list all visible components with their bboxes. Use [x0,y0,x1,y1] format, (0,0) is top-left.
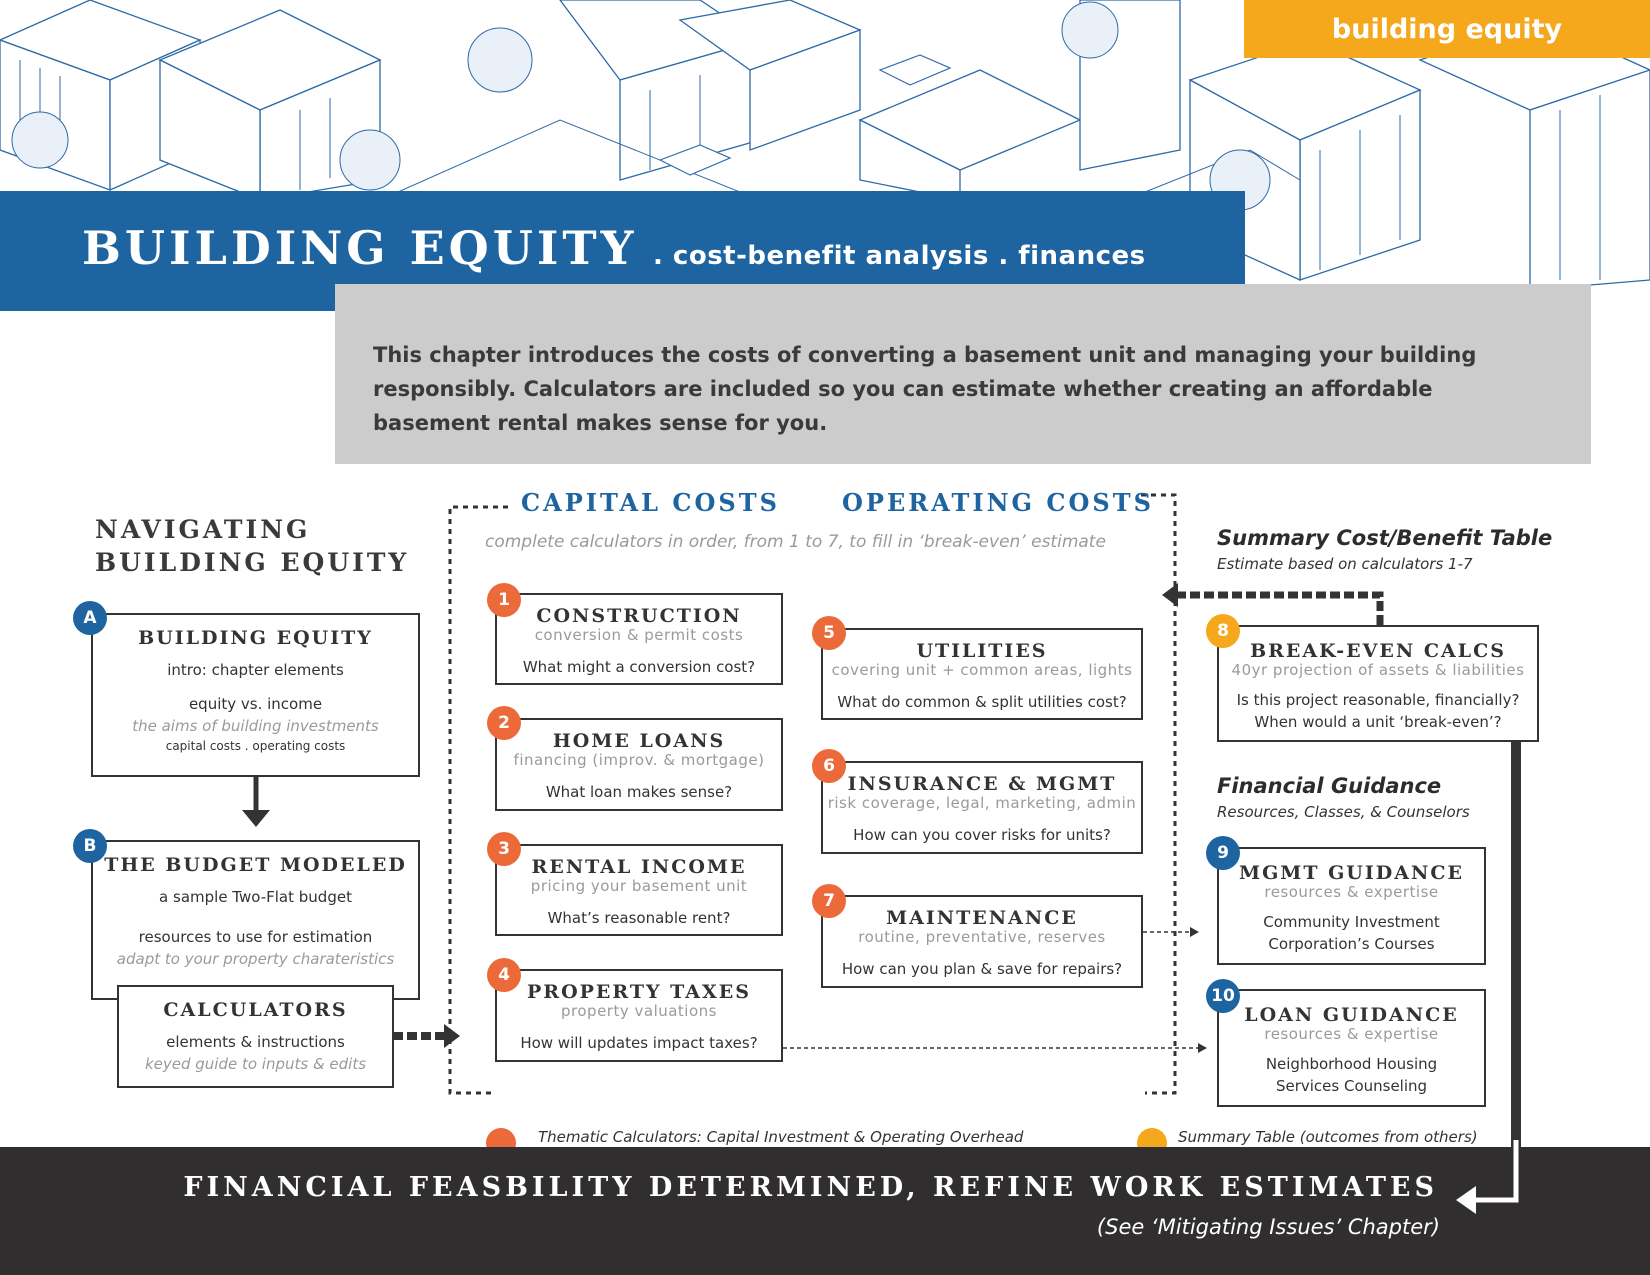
badge-break-even: 8 [1206,614,1240,648]
box-loan-guidance[interactable] [1217,989,1486,1107]
box-b-title: THE BUDGET MODELED [104,854,407,876]
footer-title: FINANCIAL FEASBILITY DETERMINED, REFINE WORK ESTIMATES [183,1172,1438,1203]
intro-text: This chapter introduces the costs of converting a basement unit and managing your building responsibly. Calculators are included so you can estimate whether creating an affordable basement rental makes sense for you. [373,343,1477,435]
box-budget-modeled[interactable] [91,840,420,1000]
break-even-q1: Is this project reasonable, financially? [1236,691,1520,709]
loan-guidance-line2: Services Counseling [1275,1077,1428,1095]
page-subtitle: . cost-benefit analysis . finances [653,241,1146,271]
badge-loan-guidance: 10 [1206,979,1240,1013]
arrow-maint-to-mgmt-head [1190,927,1199,937]
arrow-taxes-to-loan-head [1198,1043,1207,1053]
calc-1-sub: conversion & permit costs [534,626,744,644]
badge-calc-4: 4 [487,958,521,992]
columns-frame-right [1141,495,1175,1093]
loan-guidance-title: LOAN GUIDANCE [1244,1004,1459,1026]
navigating-title-line1: NAVIGATING [95,515,311,544]
box-a-line3: the aims of building investments [132,717,379,735]
badge-mgmt-guidance: 9 [1206,836,1240,870]
calc-4-sub: property valuations [561,1002,717,1020]
columns-instruction: complete calculators in order, from 1 to 7, to fill in ‘break-even’ estimate [485,532,1106,552]
mgmt-guidance-line2: Corporation’s Courses [1268,935,1435,953]
calc-2-title: HOME LOANS [552,730,726,752]
badge-a: A [73,601,107,635]
badge-b: B [73,829,107,863]
guidance-heading: Financial Guidance [1217,774,1442,798]
calc-insurance-mgmt[interactable] [821,761,1143,854]
legend-thematic-text: Thematic Calculators: Capital Investment & Operating Overhead [538,1128,1024,1146]
box-break-even[interactable] [1217,625,1539,742]
mgmt-guidance-title: MGMT GUIDANCE [1239,862,1464,884]
calc-7-question: How can you plan & save for repairs? [841,960,1123,978]
calc-6-sub: risk coverage, legal, marketing, admin [827,794,1137,812]
box-b-line1: a sample Two-Flat budget [159,888,352,906]
calc-3-question: What’s reasonable rent? [547,909,731,927]
calc-3-sub: pricing your basement unit [530,877,748,895]
break-even-q2: When would a unit ‘break-even’? [1254,713,1502,731]
box-b-line3: adapt to your property charateristics [116,950,395,968]
summary-heading: Summary Cost/Benefit Table [1217,526,1553,550]
mgmt-guidance-sub: resources & expertise [1264,883,1439,901]
box-calc-line2: keyed guide to inputs & edits [144,1055,367,1073]
box-b-line2: resources to use for estimation [138,928,373,946]
box-calc-title: CALCULATORS [163,999,348,1021]
calc-1-question: What might a conversion cost? [522,658,756,676]
arrow-summary-feed-head [1162,583,1178,607]
legend-summary-text: Summary Table (outcomes from others) [1178,1128,1478,1146]
box-calculators[interactable] [117,985,394,1088]
box-mgmt-guidance[interactable] [1217,847,1486,965]
box-a-line2: equity vs. income [188,695,323,713]
page-title: BUILDING EQUITY [82,221,638,275]
footer-note: (See ‘Mitigating Issues’ Chapter) [1096,1215,1440,1239]
calc-6-question: How can you cover risks for units? [853,826,1111,844]
badge-calc-2: 2 [487,706,521,740]
operating-costs-heading: OPERATING COSTS [842,488,1154,517]
guidance-subheading: Resources, Classes, & Counselors [1217,803,1470,821]
arrow-calc-to-columns-head [444,1024,460,1048]
box-a-title: BUILDING EQUITY [138,627,373,649]
calc-4-title: PROPERTY TAXES [527,981,751,1003]
break-even-sub: 40yr projection of assets & liabilities [1231,661,1525,679]
loan-guidance-line1: Neighborhood Housing [1265,1055,1438,1073]
calc-maintenance[interactable] [821,895,1143,988]
calc-5-question: What do common & split utilities cost? [837,693,1127,711]
navigating-title-line2: BUILDING EQUITY [95,548,410,577]
chapter-tag: building equity [1244,0,1650,58]
box-a-line4: capital costs . operating costs [165,739,346,753]
calc-5-title: UTILITIES [916,640,1048,662]
calc-5-sub: covering unit + common areas, lights [831,661,1133,679]
footer-band [0,1147,1650,1275]
calc-property-taxes[interactable] [495,969,783,1062]
badge-calc-5: 5 [812,616,846,650]
calc-7-sub: routine, preventative, reserves [858,928,1106,946]
calc-1-title: CONSTRUCTION [536,605,742,627]
badge-calc-1: 1 [487,583,521,617]
box-a-line1: intro: chapter elements [167,661,344,679]
calc-home-loans[interactable] [495,718,783,811]
badge-calc-7: 7 [812,884,846,918]
calc-6-title: INSURANCE & MGMT [847,773,1117,795]
calc-2-question: What loan makes sense? [545,783,733,801]
loan-guidance-sub: resources & expertise [1264,1025,1439,1043]
calc-7-title: MAINTENANCE [886,907,1078,929]
mgmt-guidance-line1: Community Investment [1263,913,1440,931]
calc-4-question: How will updates impact taxes? [520,1034,758,1052]
badge-calc-6: 6 [812,749,846,783]
calc-rental-income[interactable] [495,844,783,936]
arrow-a-to-b-head [242,810,270,827]
calc-construction[interactable] [495,593,783,685]
calc-utilities[interactable] [821,628,1143,720]
footer-return-arrow [1440,1140,1520,1230]
badge-calc-3: 3 [487,832,521,866]
box-building-equity[interactable] [91,613,420,777]
box-calc-line1: elements & instructions [166,1033,345,1051]
capital-costs-heading: CAPITAL COSTS [521,488,780,517]
calc-2-sub: financing (improv. & mortgage) [513,751,765,769]
arrow-summary-feed [1176,595,1380,625]
summary-subheading: Estimate based on calculators 1-7 [1217,555,1473,573]
break-even-title: BREAK-EVEN CALCS [1250,640,1506,662]
calc-3-title: RENTAL INCOME [531,856,747,878]
